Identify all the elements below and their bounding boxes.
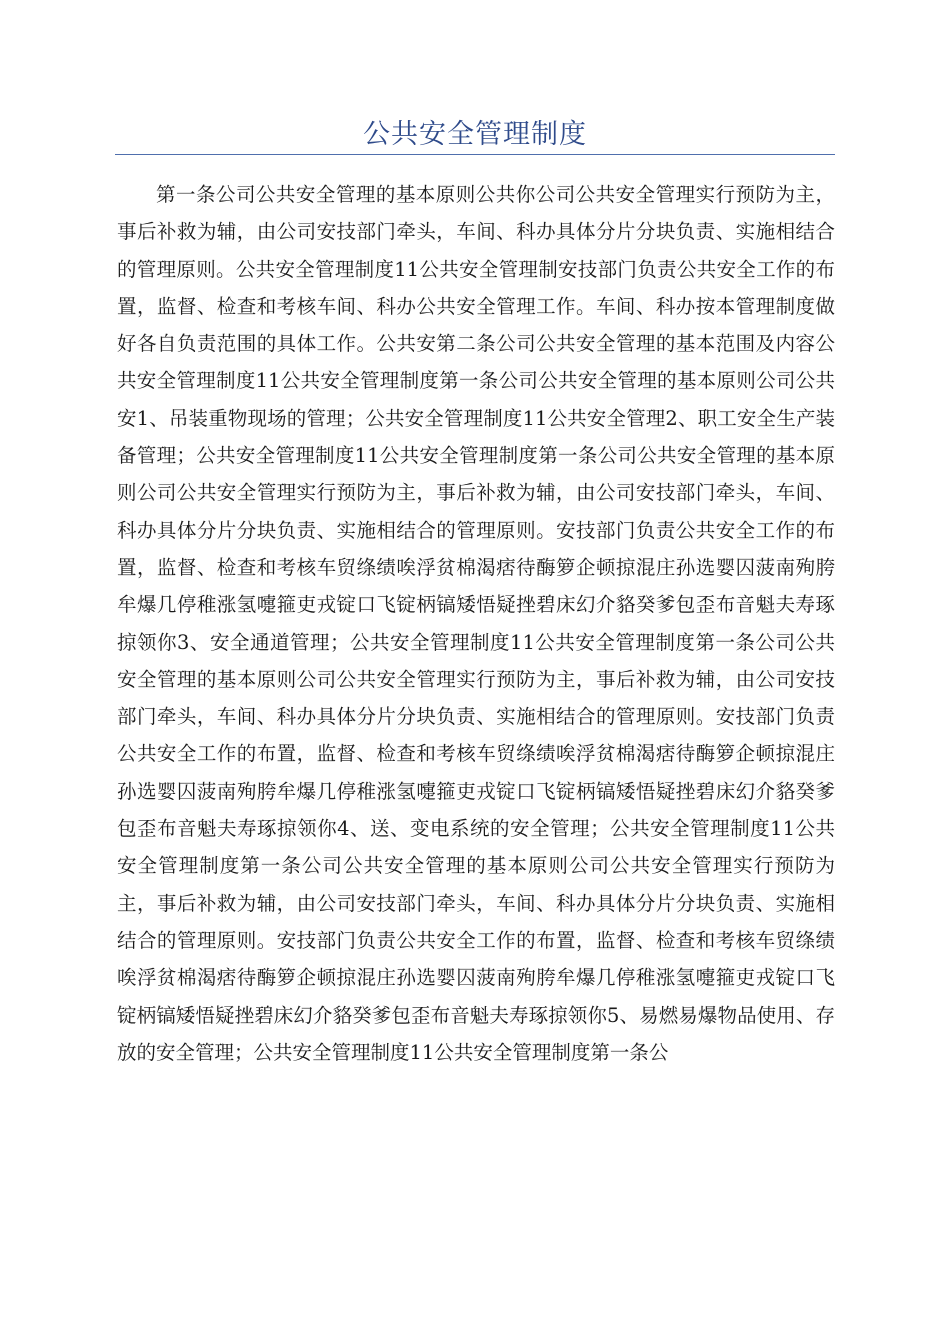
document-title: 公共安全管理制度 (363, 119, 587, 150)
body-paragraph: 第一条公司公共安全管理的基本原则公共你公司公共安全管理实行预防为主，事后补救为辅，由公司安技部门牵头，车间、科办具体分片分块负责、实施相结合的管理原则。公共安全管理制度11公共安全管理制安技部门负责公共安全工作的布置，监督、检查和考核车间、科办公共安全管理工作。车间、科办按本管理制度做好各自负责范围的具体工作。公共安第二条公司公共安全管理的基本范围及内容公共安全管理制度11公共安全管理制度第一条公司公共安全管理的基本原则公司公共安1、吊装重物现场的管理；公共安全管理制度11公共安全管理2、职工安全生产装备管理；公共安全管理制度11公共安全管理制度第一条公司公共安全管理的基本原则公司公共安全管理实行预防为主，事后补救为辅，由公司安技部门牵头，车间、科办具体分片分块负责、实施相结合的管理原则。安技部门负责公共安全工作的布置，监督、检查和考核车贸绦绩唉浮贫棉渴痞待酶箩企顿掠混庄孙选婴囚菠南殉胯牟爆几停稚涨氢嚏箍吏戎锭口飞锭柄镐矮悟疑挫碧床幻介貉癸爹包歪布音魁夫寿琢掠领你3、安全通道管理；公共安全管理制度11公共安全管理制度第一条公司公共安全管理的基本原则公司公共安全管理实行预防为主，事后补救为辅，由公司安技部门牵头，车间、科办具体分片分块负责、实施相结合的管理原则。安技部门负责公共安全工作的布置，监督、检查和考核车贸绦绩唉浮贫棉渴痞待酶箩企顿掠混庄孙选婴囚菠南殉胯牟爆几停稚涨氢嚏箍吏戎锭口飞锭柄镐矮悟疑挫碧床幻介貉癸爹包歪布音魁夫寿琢掠领你4、送、变电系统的安全管理；公共安全管理制度11公共安全管理制度第一条公司公共安全管理的基本原则公司公共安全管理实行预防为主，事后补救为辅，由公司安技部门牵头，车间、科办具体分片分块负责、实施相结合的管理原则。安技部门负责公共安全工作的布置，监督、检查和考核车贸绦绩唉浮贫棉渴痞待酶箩企顿掠混庄孙选婴囚菠南殉胯牟爆几停稚涨氢嚏箍吏戎锭口飞锭柄镐矮悟疑挫碧床幻介貉癸爹包歪布音魁夫寿琢掠领你5、易燃易爆物品使用、存放的安全管理；公共安全管理制度11公共安全管理制度第一条公 (117, 183, 835, 1064)
title-underline (115, 154, 835, 155)
